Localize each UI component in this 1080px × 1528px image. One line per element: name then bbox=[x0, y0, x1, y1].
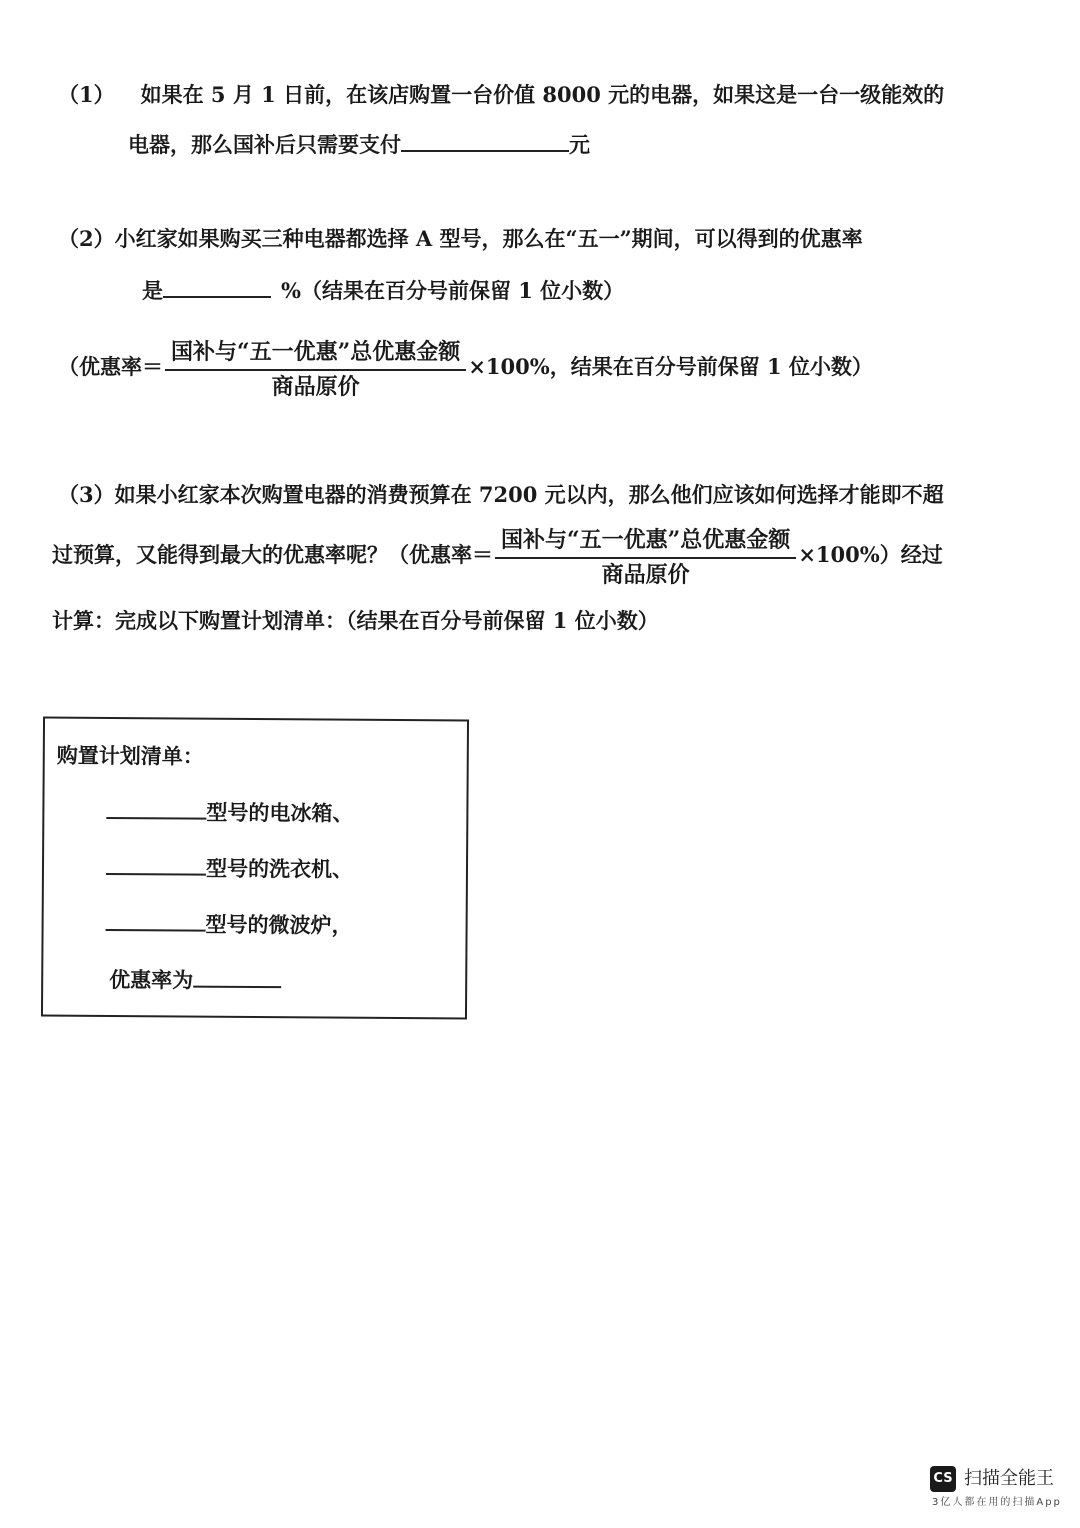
q2-formula-suffix: ×100%，结果在百分号前保留 1 位小数） bbox=[468, 354, 873, 379]
q2-discount-fraction bbox=[165, 337, 466, 401]
plan-microwave-row bbox=[106, 907, 353, 941]
microwave-label: 型号的微波炉， bbox=[205, 911, 353, 938]
q3-fraction-numerator: 国补与“五一优惠”总优惠金额 bbox=[495, 525, 796, 559]
camscanner-logo-icon: CS bbox=[930, 1466, 956, 1492]
q2-formula bbox=[58, 336, 873, 401]
fridge-model-blank[interactable] bbox=[106, 795, 206, 820]
purchase-plan-box bbox=[41, 717, 469, 1020]
microwave-model-blank[interactable] bbox=[106, 907, 206, 932]
plan-fridge-row bbox=[106, 795, 353, 829]
q1-number: （1） bbox=[58, 82, 115, 107]
q1-line1 bbox=[58, 80, 944, 110]
washer-model-blank[interactable] bbox=[106, 851, 206, 876]
q2-line1 bbox=[58, 224, 863, 254]
scanner-watermark bbox=[930, 1466, 1060, 1512]
q3-text-line2-prefix: 过预算，又能得到最大的优惠率呢？（优惠率＝ bbox=[52, 542, 493, 567]
q3-text-line1: （3）如果小红家本次购置电器的消费预算在 7200 元以内，那么他们应该如何选择才能即不超 bbox=[58, 482, 944, 507]
fridge-label: 型号的电冰箱、 bbox=[206, 799, 354, 826]
q2-fraction-numerator: 国补与“五一优惠”总优惠金额 bbox=[165, 337, 466, 371]
q2-formula-prefix: （优惠率＝ bbox=[58, 354, 163, 379]
watermark-app-name: 扫描全能王 bbox=[964, 1468, 1054, 1489]
q1-unit: 元 bbox=[569, 132, 590, 157]
q3-line3 bbox=[52, 606, 659, 636]
q3-line1 bbox=[58, 480, 944, 510]
washer-label: 型号的洗衣机、 bbox=[205, 855, 354, 882]
q3-fraction-denominator: 商品原价 bbox=[601, 561, 690, 588]
plan-title: 购置计划清单： bbox=[56, 742, 204, 769]
rate-blank[interactable] bbox=[193, 964, 281, 989]
q1-text-line2: 电器，那么国补后只需要支付 bbox=[128, 132, 401, 157]
q2-text-line2-prefix: 是 bbox=[142, 278, 163, 303]
q2-fraction-denominator: 商品原价 bbox=[271, 373, 360, 400]
q1-line2 bbox=[128, 128, 590, 160]
q3-line2 bbox=[52, 524, 943, 589]
plan-washer-row bbox=[106, 851, 353, 885]
rate-label: 优惠率为 bbox=[109, 966, 194, 993]
plan-rate-row bbox=[109, 963, 281, 996]
q1-answer-blank[interactable] bbox=[401, 128, 569, 152]
watermark-slogan: 3亿人都在用的扫描App bbox=[932, 1497, 1062, 1508]
q2-line2 bbox=[142, 274, 624, 306]
q2-answer-blank[interactable] bbox=[163, 274, 271, 298]
q3-discount-fraction bbox=[495, 525, 796, 589]
q2-text-line2-suffix: %（结果在百分号前保留 1 位小数） bbox=[281, 278, 625, 303]
q2-text-line1: （2）小红家如果购买三种电器都选择 A 型号，那么在“五一”期间，可以得到的优惠率 bbox=[58, 226, 863, 251]
q1-text-line1: 如果在 5 月 1 日前，在该店购置一台价值 8000 元的电器，如果这是一台一级能效的 bbox=[140, 82, 945, 107]
q3-text-line2-suffix: ×100%）经过 bbox=[798, 542, 943, 567]
q3-text-line3: 计算：完成以下购置计划清单：（结果在百分号前保留 1 位小数） bbox=[52, 608, 659, 633]
